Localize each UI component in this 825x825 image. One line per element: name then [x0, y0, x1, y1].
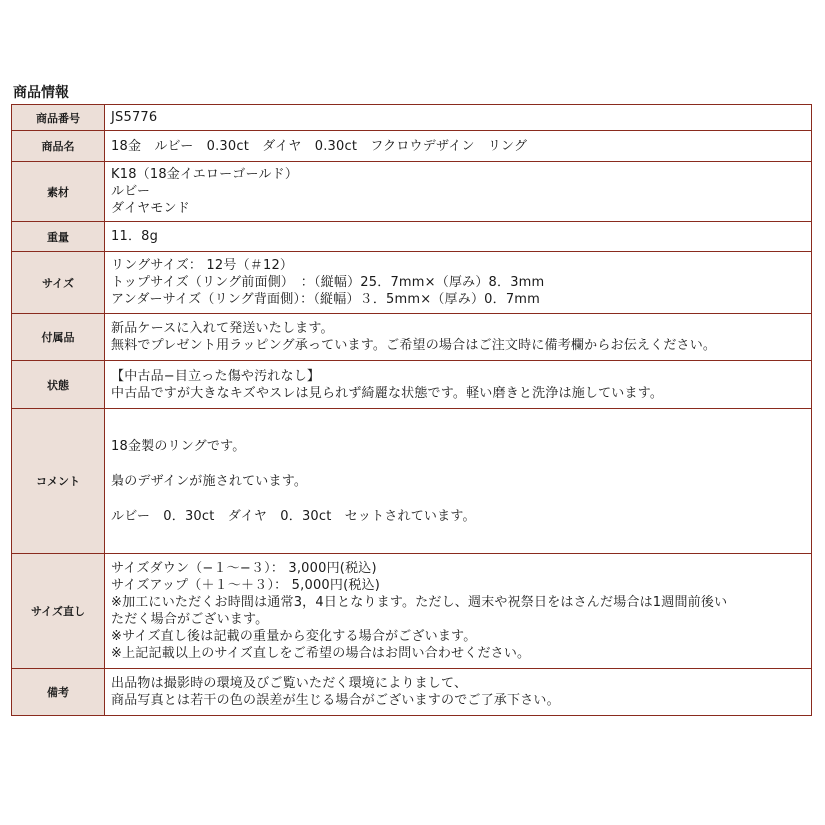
row-product-name — [12, 131, 812, 162]
value-material — [105, 162, 812, 222]
label-accessories: 付属品 — [12, 314, 105, 361]
label-product-name: 商品名 — [12, 131, 105, 162]
remarks-line: 商品写真とは若干の色の誤差が生じる場合がございますのでご了承下さい。 — [111, 693, 560, 708]
value-condition — [105, 361, 812, 409]
product-number-text: JS5776 — [111, 110, 158, 125]
size-line: リングサイズ： 12号（＃12） — [111, 258, 294, 273]
label-comment: コメント — [12, 409, 105, 554]
row-size — [12, 252, 812, 314]
product-info-table — [11, 104, 812, 716]
weight-text: 11．8g — [111, 229, 159, 244]
value-product-name — [105, 131, 812, 162]
value-accessories — [105, 314, 812, 361]
value-resize — [105, 554, 812, 669]
material-line: ルビー — [111, 184, 151, 199]
label-weight: 重量 — [12, 222, 105, 252]
row-remarks — [12, 669, 812, 716]
size-line: トップサイズ（リング前面側） ：（縦幅）25．7mm×（厚み）8．3mm — [111, 275, 545, 290]
accessories-line: 新品ケースに入れて発送いたします。 — [111, 321, 334, 336]
label-condition: 状態 — [12, 361, 105, 409]
label-resize: サイズ直し — [12, 554, 105, 669]
comment-paragraph: 梟のデザインが施されています。 — [111, 473, 308, 489]
value-comment — [105, 409, 812, 554]
product-name-text: 18金 ルビー 0.30ct ダイヤ 0.30ct フクロウデザイン リング — [111, 138, 528, 154]
value-remarks — [105, 669, 812, 716]
material-line: ダイヤモンド — [111, 201, 190, 216]
comment-paragraph: ルビー 0．30ct ダイヤ 0．30ct セットされています。 — [111, 508, 476, 524]
size-line: アンダーサイズ（リング背面側）：（縦幅）３．5mm×（厚み）0．7mm — [111, 292, 541, 307]
value-product-number — [105, 105, 812, 131]
value-weight — [105, 222, 812, 252]
remarks-line: 出品物は撮影時の環境及びご覧いただく環境によりまして、 — [111, 676, 468, 691]
accessories-line: 無料でプレゼント用ラッピング承っています。ご希望の場合はご注文時に備考欄からお伝えください。 — [111, 338, 717, 353]
row-product-number — [12, 105, 812, 131]
resize-line: ※上記記載以上のサイズ直しをご希望の場合はお問い合わせください。 — [111, 646, 531, 661]
label-remarks: 備考 — [12, 669, 105, 716]
comment-paragraph: 18金製のリングです。 — [111, 438, 246, 454]
label-product-number: 商品番号 — [12, 105, 105, 131]
condition-line: 【中古品−目立った傷や汚れなし】 — [111, 368, 321, 384]
label-size: サイズ — [12, 252, 105, 314]
resize-line: サイズダウン（−１〜−３）： 3,000円(税込) — [111, 561, 377, 576]
row-comment — [12, 409, 812, 554]
resize-line: ※サイズ直し後は記載の重量から変化する場合がございます。 — [111, 629, 477, 644]
row-material — [12, 162, 812, 222]
resize-line: ただく場合がございます。 — [111, 612, 269, 627]
condition-line: 中古品ですが大きなキズやスレは見られず綺麗な状態です。軽い磨きと洗浄は施しています。 — [111, 385, 664, 401]
row-condition — [12, 361, 812, 409]
row-accessories — [12, 314, 812, 361]
resize-line: ※加工にいただくお時間は通常3，4日となります。ただし、週末や祝祭日をはさんだ場合は1週間前後い — [111, 595, 728, 610]
resize-line: サイズアップ（＋１〜＋３）： 5,000円(税込) — [111, 578, 381, 593]
value-size — [105, 252, 812, 314]
label-material: 素材 — [12, 162, 105, 222]
row-resize — [12, 554, 812, 669]
material-line: K18（18金イエローゴールド） — [111, 167, 299, 182]
section-title: 商品情報 — [13, 85, 69, 101]
row-weight — [12, 222, 812, 252]
